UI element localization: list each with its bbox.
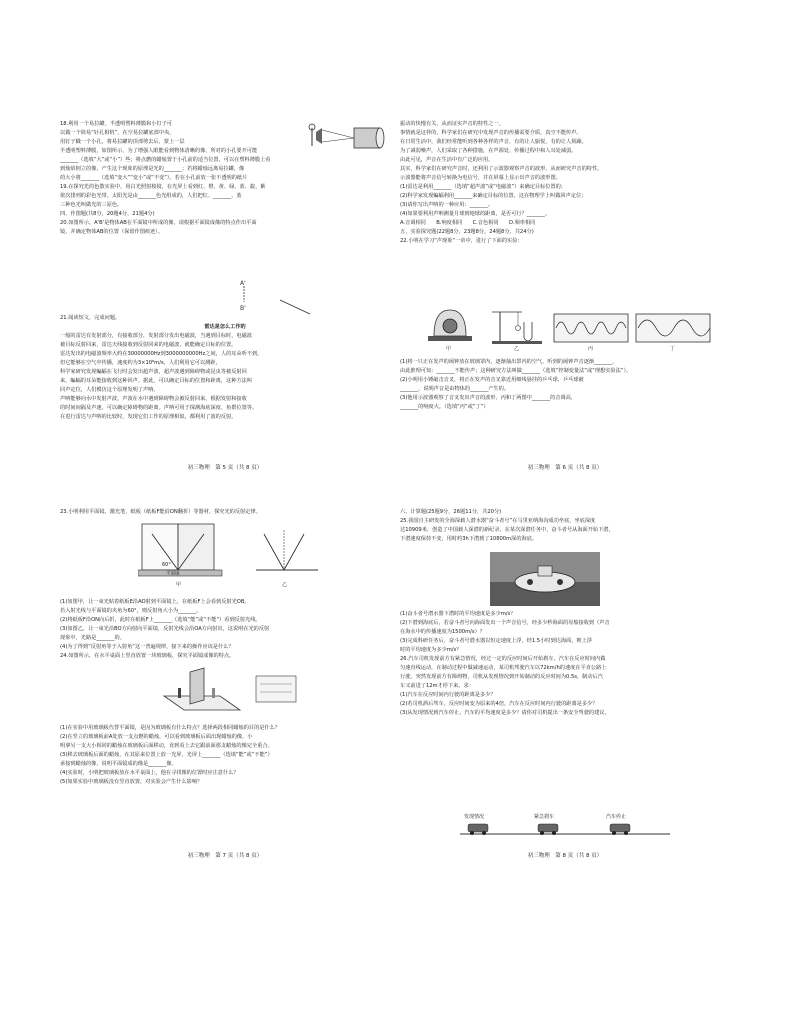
car-braking-figure xyxy=(460,812,670,840)
text-line: 在进行雷达与声呐的比较时，发现它们工作的原理相似，都利用了波的反射。 xyxy=(60,414,237,420)
text-line: (5)如果实验中玻璃板没有竖直放置，对实验会产生什么影响？ xyxy=(60,779,203,785)
text-line: 四、作图题(共8分，20题4分，21题4分) xyxy=(60,211,155,217)
question-text-block-3 xyxy=(60,724,390,787)
question-text-block xyxy=(60,508,390,517)
text-line: 其实，科学家们在研究声音时，还利用了示波器观察声音的波形，从而研究声音的特性。 xyxy=(400,166,603,172)
text-line: 现象中，光路是_______的。 xyxy=(60,635,125,641)
text-line: (1)将一只正在发声的闹钟放在玻璃罩内，逐渐抽出罩内的空气，听到的闹钟声音逐渐_______， xyxy=(400,359,618,365)
text-line: 半透明塑料薄膜，如图所示，为了增强人眼能看到物体清晰的像，所对的小孔要开可能 xyxy=(60,148,258,154)
text-line: A.音调相同 B.响度相同 C.音色相同 D.频率相同 xyxy=(400,220,536,226)
text-line: 科学家研究发现蝙蝠在飞行时会发出超声波，超声波遇到障碍物或昆虫等被反射回 xyxy=(60,369,247,375)
text-line: 事情就是这样的，科学家们在研究中发现声音的传播需要介质，真空不能传声。 xyxy=(400,130,582,136)
text-line: 达10909米，创造了中国载人深潜的新纪录，在某次深潜任务中，奋斗者号从海面开始下潜， xyxy=(400,527,614,533)
text-line: 时的平均速度为多少m/s？ xyxy=(400,647,462,653)
sound-experiment-figure xyxy=(422,306,722,352)
text-line: 由此推理可知：_______不能传声；这种研究方法叫做_______（选填“控制变量法”或“理想实验法”）。 xyxy=(400,368,632,374)
pinhole-camera-figure xyxy=(308,122,388,162)
text-line: 匀速直线运动，在制动过程中做减速运动，某司机驾驶汽车以72km/h的速度在平直公路上 xyxy=(400,665,607,671)
text-line: (2)小明用小锤敲击音叉，将正在发声的音叉靠近用细线悬挂的乒乓球，乒乓球被 xyxy=(400,377,584,383)
text-line: (3)他用示波器观察了音叉发出声音的波形，丙和丁两图中_______的音调高， xyxy=(400,395,576,401)
text-line: _______的响度大。（选填“丙”或“丁”） xyxy=(400,404,489,410)
text-line: (2)若司机酒后驾车，反应时间变为原来的4倍，汽车在反应时间内行驶的距离是多少？ xyxy=(400,701,598,707)
text-line: (1)汽车在反应时间内行驶的距离是多少？ xyxy=(400,692,496,698)
text-line: 一般的雷达有发射部分，有接收部分，发射部分发出电磁波，当遇到目标时，电磁波 xyxy=(60,333,252,339)
figure-label-jia: 甲 xyxy=(176,582,182,588)
text-line: 为了减弱噪声，人们采取了各种措施，在声源处、传播过程中和人耳处减弱。 xyxy=(400,148,577,154)
question-text-block-2 xyxy=(400,610,730,718)
text-line: _______，说明声音是由物体的_______产生的。 xyxy=(400,386,509,392)
text-line: 18.利用一个易拉罐，半透明塑料薄膜和小钉子可 xyxy=(60,121,173,127)
text-line: 明拿另一支大小相同的蜡烛在玻璃板后面移动，直到看上去它跟前面那支蜡烛的像完全重合。 xyxy=(60,743,273,749)
question-text-block-2 xyxy=(400,358,730,412)
exam-page-6 xyxy=(400,120,730,480)
exam-page-5 xyxy=(60,120,390,480)
text-line: (3)从发现情况到汽车停止，汽车的平均速度是多少？请你对司机提出一条安全驾驶的建议。 xyxy=(400,710,610,716)
text-line: (4)实验时，小明把玻璃板放在水平桌面上，他在寻找像的位置时应注意什么？ xyxy=(60,770,239,776)
text-line: 车又前进了12m才停下来。求： xyxy=(400,683,474,689)
figure-label-yi: 乙 xyxy=(282,582,288,588)
text-line: 振动的快慢有关，从而证实声音的特性之一。 xyxy=(400,121,504,127)
text-line: 来，蝙蝠的耳朵能接收到这种回声。据此，可以确定目标的位置和距离，这种方法叫 xyxy=(60,378,252,384)
text-line: 在日常生活中，我们经常能听到各种各样的声音，有的让人愉悦，有的让人烦躁。 xyxy=(400,139,587,145)
article-body xyxy=(60,332,390,422)
text-line: (1)雷达是利用_______（选填“超声波”或“电磁波”）来确定目标位置的； xyxy=(400,184,566,190)
text-line: 若入射光线与平面镜的夹角为60°，则反射角大小为_______。 xyxy=(60,608,202,614)
car-label-stop: 汽车停止 xyxy=(606,814,627,820)
text-line: 20.如图所示，A'B'是物体AB在平面镜中所成的像，请根据平面镜成像的特点作出平面 xyxy=(60,220,257,226)
text-line: 行驶，突然发现前方有障碍物，司机从发现情况到开始制动的反应时间为0.5s，制动后汽 xyxy=(400,674,603,680)
text-line: 声呐能够向水中发射声波，声波在水中遇到障碍物会被反射回来，根据发射和接收 xyxy=(60,396,247,402)
figure-label-ding: 丁 xyxy=(670,346,676,352)
text-line: 雷达发出的电磁波频率大约在30000000Hz到3000000000Hz之间，人的耳朵听不到， xyxy=(60,351,263,357)
text-line: (4)为了得到“反射角等于入射角”这一普遍规律，接下来的操作应该是什么？ xyxy=(60,644,234,650)
text-line: (4)如果要利用声呐测量月球到地球的距离，是否可行？_______。 xyxy=(400,211,551,217)
text-line: (1)在实验中用玻璃板代替平面镜，是因为玻璃板有什么特点？选择两段相同蜡烛的目的是什么？ xyxy=(60,725,281,731)
text-line: 由此可见，声音在生活中有广泛的应用。 xyxy=(400,157,494,163)
page-footer: 初三物理 第 7 页（共 8 页） xyxy=(187,853,263,859)
text-line: (2)在竖立的玻璃板前A处放一支点燃的蜡烛，可以看到玻璃板后面出现蜡烛的像，小 xyxy=(60,734,253,740)
car-label-brake: 紧急刹车 xyxy=(534,814,555,820)
text-line: 以做一个简易“针孔相机”，在空易拉罐底部中央， xyxy=(60,130,175,136)
page-footer: 初三物理 第 8 页（共 8 页） xyxy=(527,853,603,859)
text-line: 五、实验探究题(22题8分，23题8分，24题8分，共24分) xyxy=(400,229,534,235)
reading-heading: 21.阅读短文，完成问题。 xyxy=(60,315,121,321)
text-line: (1)如图甲，让一束光贴着纸板E沿AO射到平面镜上，在纸板F上会看到反射光OB。 xyxy=(60,599,250,605)
text-line: 到烛焰倒立的像，产生这个现象的原理是光的_______；若将蜡烛远离易拉罐，像 xyxy=(60,166,245,172)
text-line: (3)完成科研任务后，奋斗者号潜水器以恒定速度上浮，经1.5小时到达海面，则上浮 xyxy=(400,638,592,644)
text-line: 23.小明利用平面镜、激光笔、纸板（纸板F能沿ON翻折）等器材，探究光的反射定律。 xyxy=(60,509,261,515)
figure-label-yi: 乙 xyxy=(514,346,520,352)
figure-label-bing: 丙 xyxy=(588,346,594,352)
svg-text:B': B' xyxy=(240,305,246,312)
text-line: 但它能够在空气中传播，速度约为3×10⁸m/s，人们利用它可以测距， xyxy=(60,360,221,366)
text-line: _______（选填“大”或“小”）些；将点燃的蜡烛置于小孔前的适当位置，可以在塑料薄膜上看 xyxy=(60,157,271,163)
question-text-block-2 xyxy=(60,598,390,661)
figure-label-jia: 甲 xyxy=(446,346,452,352)
text-line: 示波器能将声音信号转换为电信号，并在屏幕上显示出声音的波形图。 xyxy=(400,175,561,181)
text-line: 承接到蜡烛的像，说明平面镜成的像是_______像。 xyxy=(60,761,177,767)
text-line: 在海水中的传播速度为1500m/s）？ xyxy=(400,629,485,635)
text-line: 镜，并确定物体AB的位置（保留作图痕迹）。 xyxy=(60,229,164,235)
text-line: 依次排列的彩色光带。太阳光是由_______色光组成的，人们把红、_______、蓝 xyxy=(60,193,242,199)
text-line: 回声定位，人们模仿这个原理发明了声呐。 xyxy=(60,387,159,393)
text-line: 下潜速度保持不变，用时约3h下潜到了10800m深的海底。 xyxy=(400,536,538,542)
text-line: (3)移去玻璃板后面的蜡烛，在其原来位置上放一光屏，光屏上_______（选填“能”或“不能”） xyxy=(60,752,273,758)
text-line: (3)请你写出声呐的一种应用：_______。 xyxy=(400,202,493,208)
text-line: 19.在探究光的色散实验中，用白光照射棱镜，在光屏上看到红、橙、黄、绿、蓝、靛、紫 xyxy=(60,184,266,190)
text-line: 用钉子戳一个小孔，将易拉罐的顶部剪去后，蒙上一层 xyxy=(60,139,185,145)
question-text-block xyxy=(400,508,730,544)
page-footer: 初三物理 第 5 页（共 8 页） xyxy=(187,465,263,471)
text-line: (1)奋斗者号潜水器下潜时的平均速度是多少m/s？ xyxy=(400,611,516,617)
text-line: (2)科学家发现蝙蝠利用_______来确定目标的位置，这在物理学上叫做回声定位； xyxy=(400,193,587,199)
exam-page-8 xyxy=(400,508,730,868)
text-line: 24.如图所示，在水平桌面上竖直放置一块玻璃板，探究平面镜成像的特点。 xyxy=(60,653,235,659)
text-line: 的大小将_______（选填“变大”“变小”或“不变”）。若在小孔前放一张不透明的纸片 xyxy=(60,175,248,181)
mirror-label: 平面镜 xyxy=(166,571,180,577)
text-line: 被目标反射回来，雷达天线接收到反射回来的电磁波，就能确定目标的位置。 xyxy=(60,342,237,348)
submarine-photo xyxy=(490,552,600,606)
angle-label: 60° xyxy=(162,562,171,568)
text-line: 26.汽车司机发现前方有紧急情况，经过一定的反应时间后开始刹车，汽车在反应时间内做 xyxy=(400,656,606,662)
light-reflection-figure xyxy=(138,520,328,588)
text-line: (3)如图乙，让一束光沿BO方向射向平面镜，反射光线会沿OA方向射出，这说明在光的反射 xyxy=(60,626,270,632)
text-line: (2)下潜到海底后，若奋斗者号向海面发出一个声音信号，经多少秒海面的母船接收到（声音 xyxy=(400,620,610,626)
text-line: (2)将纸板F沿ON向后折，此时在纸板F上_______（选填“能”或“不能”）看到反射光线。 xyxy=(60,617,261,623)
article-title: 雷达是怎么工作的 xyxy=(204,324,246,330)
text-line: 22.小明在学习“声现象”一章中，进行了下面的实验： xyxy=(400,238,523,244)
plane-mirror-figure xyxy=(160,666,310,716)
text-line: 25.我国自主研发的全海深载人潜水器“奋斗者号”在马里亚纳海沟成功坐底，坐底深度 xyxy=(400,518,596,524)
text-line: 三种色光叫做光的三原色。 xyxy=(60,202,123,208)
svg-text:A': A' xyxy=(240,280,246,287)
exam-page-7 xyxy=(60,508,390,868)
car-label-discover: 发现情况 xyxy=(464,814,485,820)
question-text-block xyxy=(400,120,730,246)
page-footer: 初三物理 第 6 页（共 8 页） xyxy=(527,465,603,471)
text-line: 的时间间隔及声速，可以确定障碍物的距离。声呐可用于探测海底深度、鱼群位置等。 xyxy=(60,405,258,411)
text-line: 六、计算题(25题9分，26题11分，共20分) xyxy=(400,509,502,515)
